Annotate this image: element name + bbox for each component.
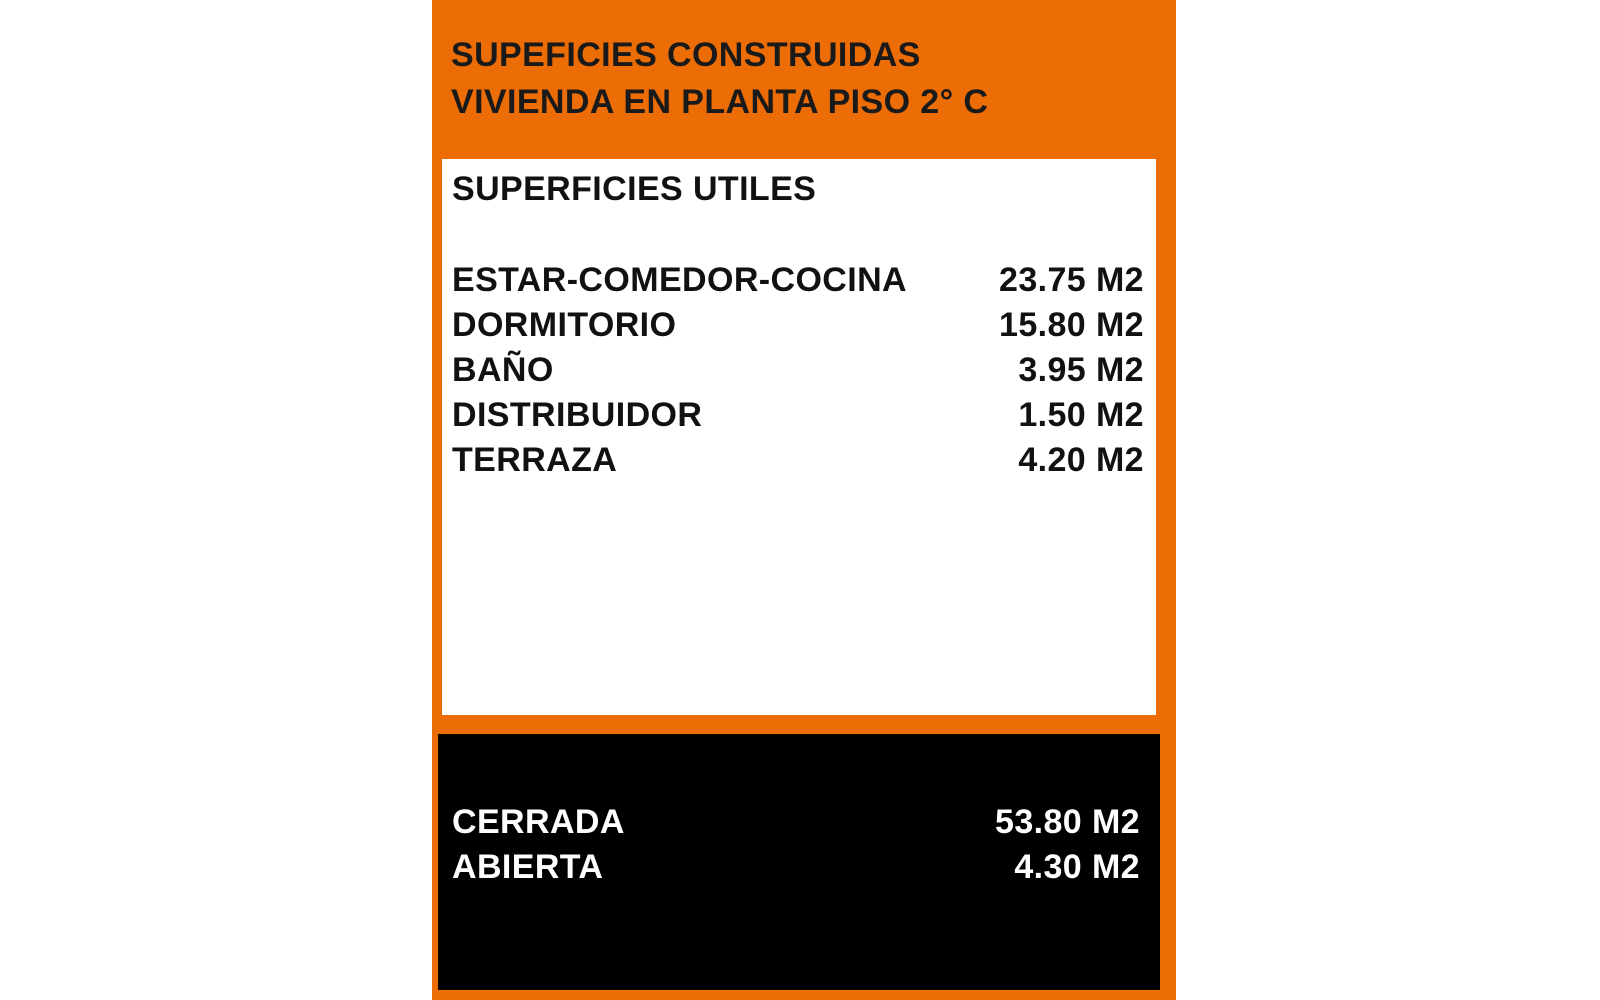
total-label: CERRADA — [452, 803, 625, 841]
surface-panel — [432, 0, 1176, 1000]
page-title — [451, 32, 988, 126]
area-value: 15.80 M2 — [999, 306, 1144, 344]
total-value: 53.80 M2 — [995, 803, 1140, 841]
total-row-closed — [452, 800, 1140, 845]
totals-list — [452, 800, 1140, 890]
area-row-living-dining-kitchen — [452, 258, 1144, 303]
area-label: BAÑO — [452, 351, 554, 389]
area-label: DISTRIBUIDOR — [452, 396, 703, 434]
useful-areas-list — [452, 258, 1144, 483]
area-row-hallway — [452, 393, 1144, 438]
area-label: TERRAZA — [452, 441, 618, 479]
area-value: 23.75 M2 — [999, 261, 1144, 299]
area-value: 3.95 M2 — [1018, 351, 1144, 389]
title-line-2: VIVIENDA EN PLANTA PISO 2° C — [451, 83, 989, 121]
area-label: DORMITORIO — [452, 306, 677, 344]
area-label: ESTAR-COMEDOR-COCINA — [452, 261, 908, 299]
useful-areas-box — [442, 159, 1156, 715]
total-row-open — [452, 845, 1140, 890]
total-label: ABIERTA — [452, 848, 604, 886]
area-row-bedroom — [452, 303, 1144, 348]
area-value: 1.50 M2 — [1018, 396, 1144, 434]
total-value: 4.30 M2 — [1014, 848, 1140, 886]
area-value: 4.20 M2 — [1018, 441, 1144, 479]
title-line-1: SUPEFICIES CONSTRUIDAS — [451, 36, 921, 74]
totals-box — [438, 734, 1160, 990]
useful-areas-heading: SUPERFICIES UTILES — [452, 170, 817, 208]
area-row-bathroom — [452, 348, 1144, 393]
area-row-terrace — [452, 438, 1144, 483]
